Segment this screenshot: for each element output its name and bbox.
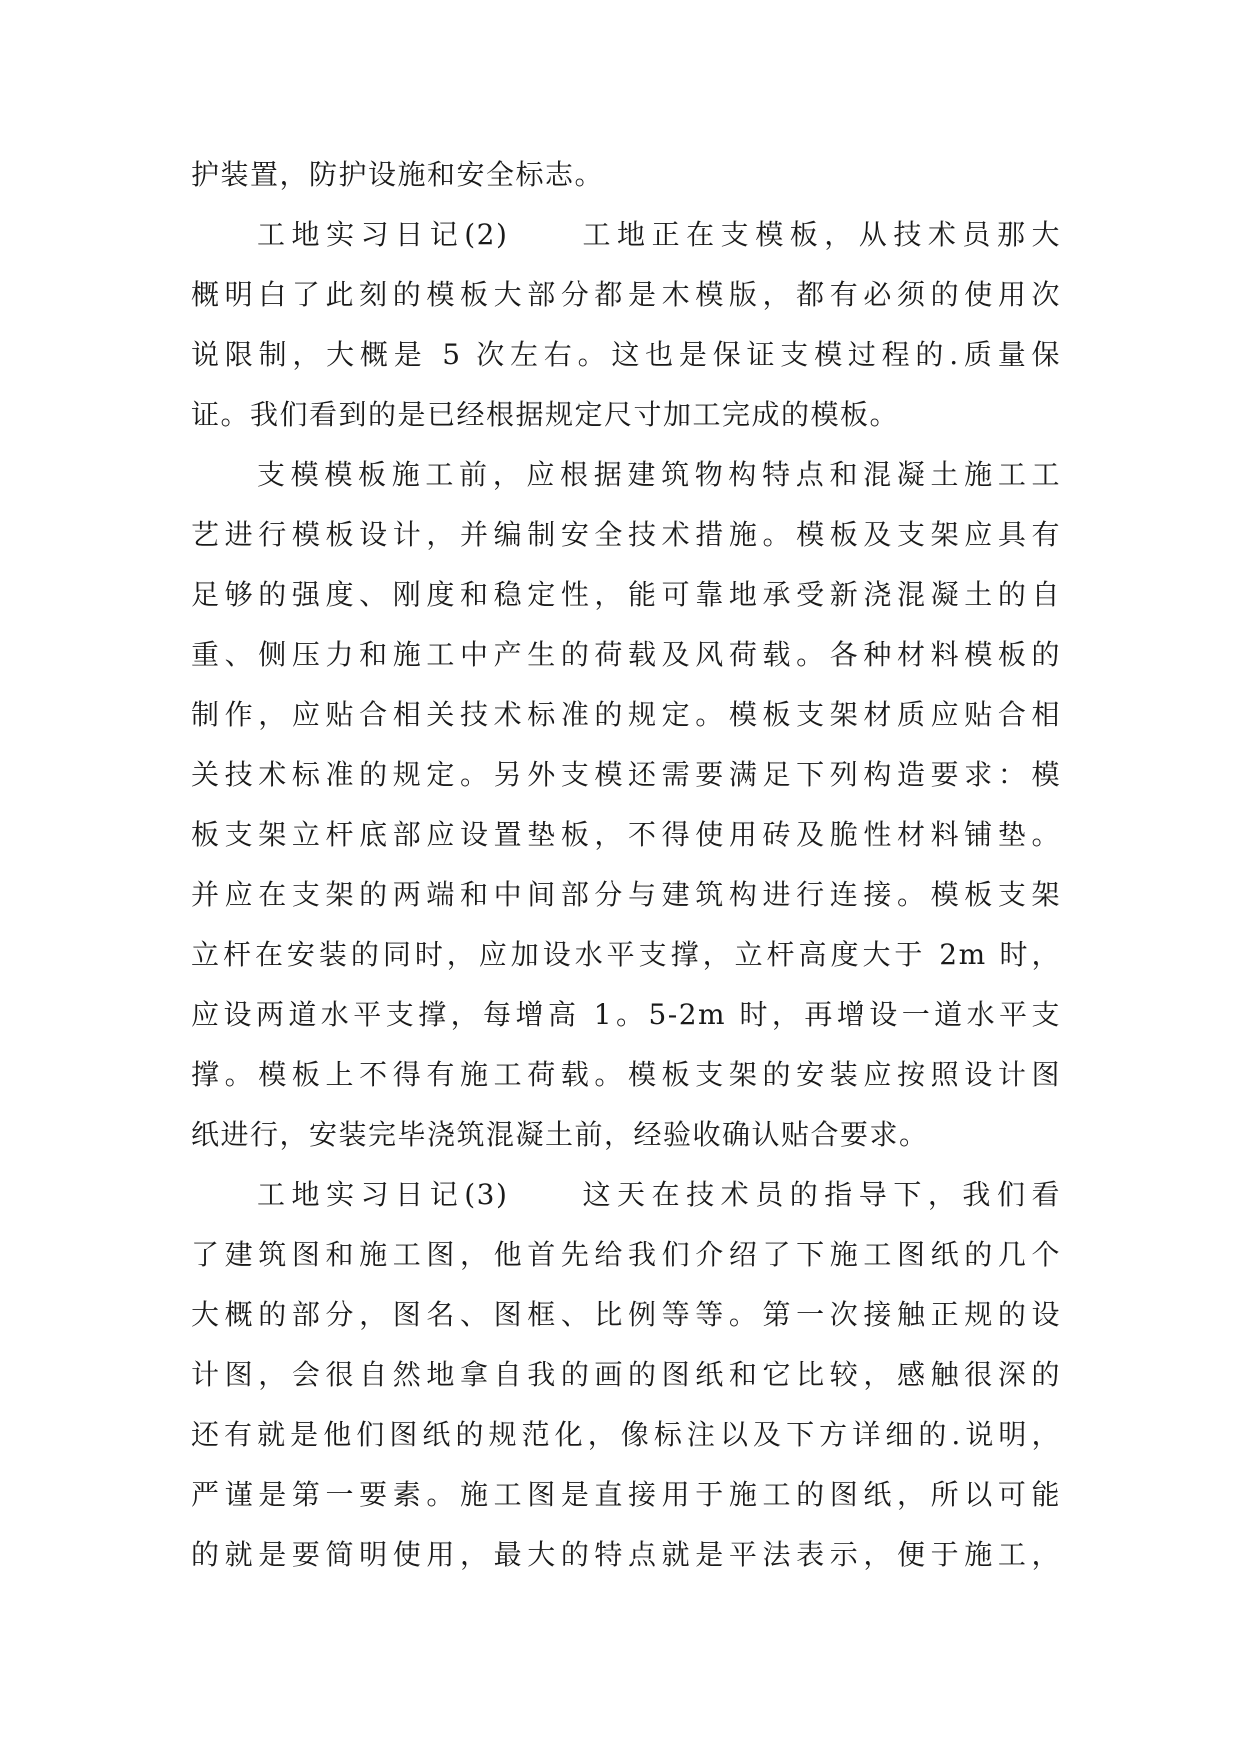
text-line: 足够的强度、刚度和稳定性，能可靠地承受新浇混凝土的自 <box>191 578 1061 611</box>
text-line: 护装置，防护设施和安全标志。 <box>191 158 605 191</box>
text-line: 并应在支架的两端和中间部分与建筑构进行连接。模板支架 <box>191 878 1061 911</box>
text-line: 工地实习日记(2) 工地正在支模板，从技术员那大 <box>257 218 1061 251</box>
text-line: 计图，会很自然地拿自我的画的图纸和它比较，感触很深的 <box>191 1358 1061 1391</box>
text-line: 的就是要简明使用，最大的特点就是平法表示，便于施工， <box>191 1538 1061 1571</box>
text-line: 板支架立杆底部应设置垫板，不得使用砖及脆性材料铺垫。 <box>191 818 1061 851</box>
text-line: 大概的部分，图名、图框、比例等等。第一次接触正规的设 <box>191 1298 1061 1331</box>
text-line: 还有就是他们图纸的规范化，像标注以及下方详细的.说明， <box>191 1418 1061 1451</box>
text-line: 艺进行模板设计，并编制安全技术措施。模板及支架应具有 <box>191 518 1061 551</box>
document-body <box>191 156 1061 1596</box>
text-line: 说限制，大概是 5 次左右。这也是保证支模过程的.质量保 <box>191 338 1061 371</box>
text-line: 重、侧压力和施工中产生的荷载及风荷载。各种材料模板的 <box>191 638 1061 671</box>
text-line: 证。我们看到的是已经根据规定尺寸加工完成的模板。 <box>191 398 900 431</box>
text-line: 概明白了此刻的模板大部分都是木模版，都有必须的使用次 <box>191 278 1061 311</box>
text-line: 应设两道水平支撑，每增高 1。5-2m 时，再增设一道水平支 <box>191 998 1061 1031</box>
text-line: 纸进行，安装完毕浇筑混凝土前，经验收确认贴合要求。 <box>191 1118 929 1151</box>
text-line: 严谨是第一要素。施工图是直接用于施工的图纸，所以可能 <box>191 1478 1061 1511</box>
text-line: 制作，应贴合相关技术标准的规定。模板支架材质应贴合相 <box>191 698 1061 731</box>
text-line: 了建筑图和施工图，他首先给我们介绍了下施工图纸的几个 <box>191 1238 1061 1271</box>
text-line: 支模模板施工前，应根据建筑物构特点和混凝土施工工 <box>257 458 1061 491</box>
text-line: 关技术标准的规定。另外支模还需要满足下列构造要求：模 <box>191 758 1061 791</box>
text-line: 工地实习日记(3) 这天在技术员的指导下，我们看 <box>257 1178 1061 1211</box>
text-line: 立杆在安装的同时，应加设水平支撑，立杆高度大于 2m 时， <box>191 938 1061 971</box>
text-line: 撑。模板上不得有施工荷载。模板支架的安装应按照设计图 <box>191 1058 1061 1091</box>
